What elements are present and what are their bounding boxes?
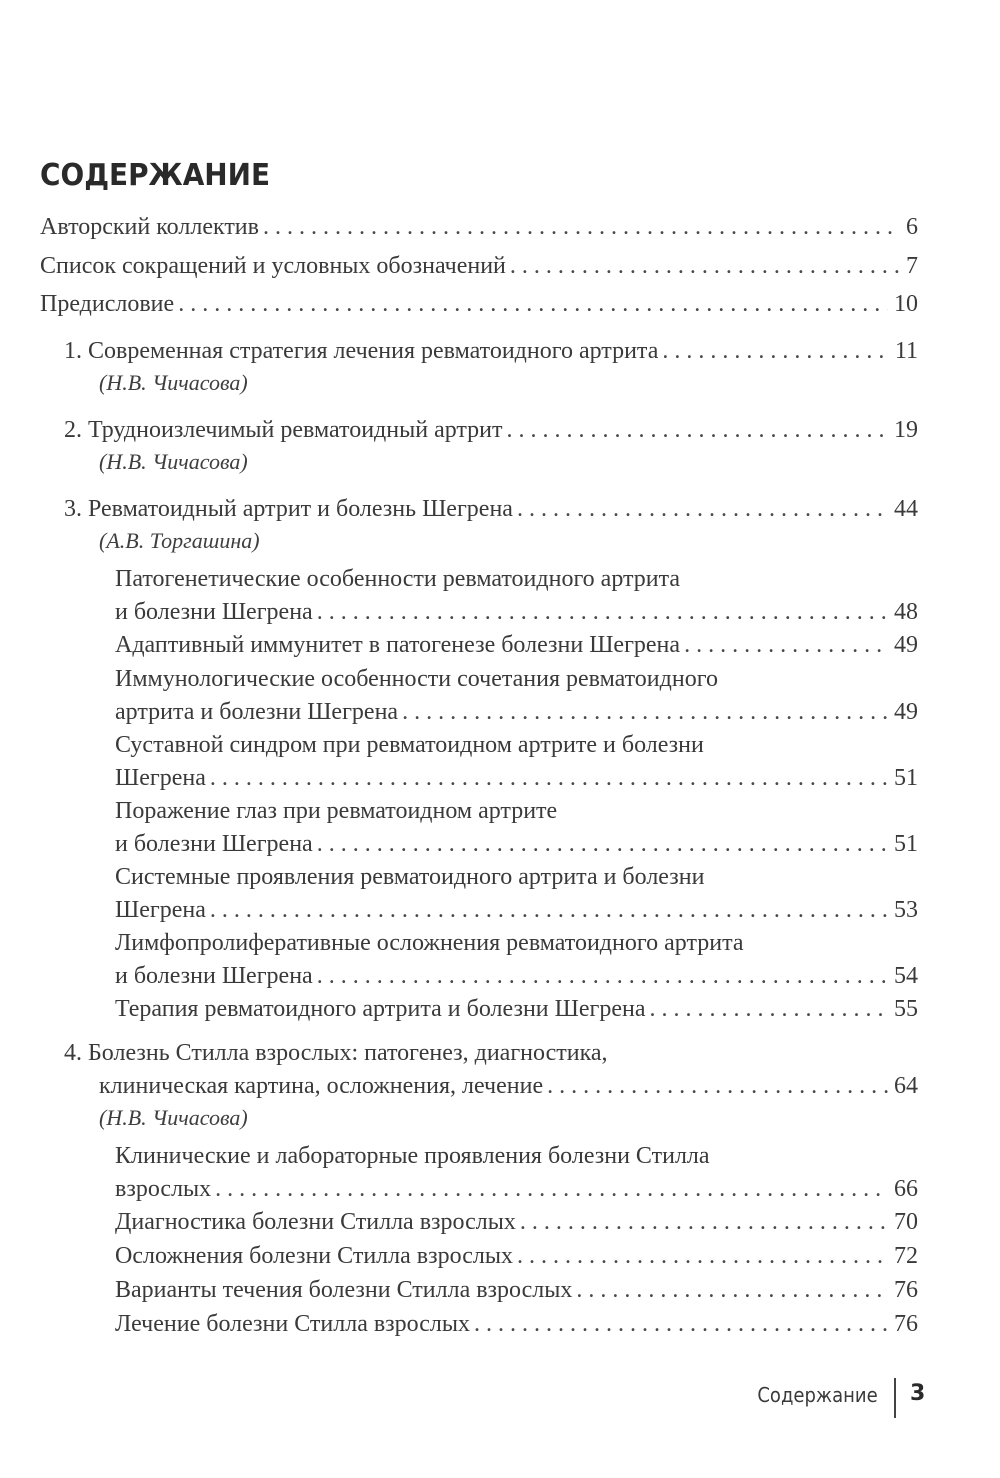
- leader-dots: [263, 211, 900, 244]
- toc-section-3-4[interactable]: [115, 729, 918, 795]
- toc-section-3-3[interactable]: [115, 663, 918, 729]
- section-title-line: Адаптивный иммунитет в патогенезе болезни Шегрена: [115, 632, 681, 658]
- toc-section-4-1[interactable]: [115, 1140, 918, 1206]
- leader-dots: [210, 894, 888, 927]
- toc-chapter-3[interactable]: [64, 493, 918, 556]
- section-title-line: взрослых: [115, 1176, 212, 1202]
- leader-dots: [662, 335, 889, 368]
- leader-dots: [517, 493, 888, 526]
- toc-page-number: 54: [894, 963, 918, 989]
- toc-section-4-2[interactable]: [115, 1206, 918, 1239]
- leader-dots: [576, 1274, 888, 1307]
- leader-dots: [684, 629, 888, 662]
- section-title-line: Иммунологические особенности сочетания ревматоидного: [115, 666, 718, 692]
- toc-page-number: 11: [894, 338, 918, 364]
- toc-page-number: 76: [894, 1311, 918, 1337]
- section-title-line: и болезни Шегрена: [115, 963, 313, 989]
- section-title-line: Шегрена: [115, 765, 206, 791]
- toc-page-number: 53: [894, 897, 918, 923]
- section-title-line: Диагностика болезни Стилла взрослых: [115, 1209, 516, 1235]
- page-footer: [0, 1378, 1000, 1418]
- toc-section-3-6[interactable]: [115, 861, 918, 927]
- toc-section-4-5[interactable]: [115, 1308, 918, 1341]
- toc-page-number: 70: [894, 1209, 918, 1235]
- footer-page-number: 3: [910, 1381, 926, 1406]
- toc-section-3-5[interactable]: [115, 795, 918, 861]
- toc-entry-abbreviations[interactable]: [40, 250, 918, 283]
- section-title-line: Лечение болезни Стилла взрослых: [115, 1311, 471, 1337]
- page-title: СОДЕРЖАНИЕ: [40, 158, 271, 193]
- toc-page-number: 10: [894, 291, 918, 317]
- section-title-line: Шегрена: [115, 897, 206, 923]
- toc-section-3-7[interactable]: [115, 927, 918, 993]
- toc-entry-title: Авторский коллектив: [40, 214, 259, 240]
- toc-page-number: 55: [894, 996, 918, 1022]
- toc-page-number: 72: [894, 1243, 918, 1269]
- toc-page-number: 76: [894, 1277, 918, 1303]
- toc-entry-title: Предисловие: [40, 291, 175, 317]
- toc-section-4-4[interactable]: [115, 1274, 918, 1307]
- toc-page-number: 51: [894, 765, 918, 791]
- section-title-line: Осложнения болезни Стилла взрослых: [115, 1243, 513, 1269]
- toc-entry-authors[interactable]: [40, 211, 918, 244]
- leader-dots: [547, 1070, 888, 1103]
- chapter-number: 2.: [64, 417, 82, 443]
- leader-dots: [520, 1206, 888, 1239]
- toc-chapter-4[interactable]: [64, 1037, 918, 1133]
- toc-page-number: 49: [894, 699, 918, 725]
- section-title-line: Поражение глаз при ревматоидном артрите: [115, 798, 558, 824]
- toc-page-number: 64: [894, 1073, 918, 1099]
- chapter-title: Болезнь Стилла взрослых: патогенез, диагностика,: [88, 1040, 608, 1066]
- section-title-line: Патогенетические особенности ревматоидного артрита: [115, 566, 681, 592]
- chapter-title: Современная стратегия лечения ревматоидного артрита: [88, 338, 659, 364]
- toc-section-3-2[interactable]: [115, 629, 918, 662]
- toc-page-number: 48: [894, 599, 918, 625]
- leader-dots: [517, 1240, 888, 1273]
- toc-section-3-1[interactable]: [115, 563, 918, 629]
- leader-dots: [649, 993, 888, 1026]
- chapter-author: (А.В. Торгашина): [99, 528, 260, 553]
- toc-page-number: 44: [894, 496, 918, 522]
- section-title-line: и болезни Шегрена: [115, 831, 313, 857]
- section-title-line: артрита и болезни Шегрена: [115, 699, 399, 725]
- leader-dots: [510, 250, 900, 283]
- footer-divider: [894, 1378, 896, 1418]
- toc-section-4-3[interactable]: [115, 1240, 918, 1273]
- leader-dots: [317, 596, 888, 629]
- toc-section-3-8[interactable]: [115, 993, 918, 1026]
- section-title-line: Варианты течения болезни Стилла взрослых: [115, 1277, 573, 1303]
- leader-dots: [474, 1308, 888, 1341]
- running-footer-label: Содержание: [757, 1383, 878, 1407]
- toc-page-number: 19: [894, 417, 918, 443]
- leader-dots: [317, 960, 888, 993]
- toc-chapter-1[interactable]: [64, 335, 918, 398]
- chapter-number: 1.: [64, 338, 82, 364]
- toc-page-number: 6: [906, 214, 918, 240]
- toc-page-number: 49: [894, 632, 918, 658]
- section-title-line: Клинические и лабораторные проявления болезни Стилла: [115, 1143, 710, 1169]
- toc-page-number: 7: [906, 253, 918, 279]
- section-title-line: Суставной синдром при ревматоидном артрите и болезни: [115, 732, 704, 758]
- chapter-number: 3.: [64, 496, 82, 522]
- toc-chapter-2[interactable]: [64, 414, 918, 477]
- leader-dots: [507, 414, 888, 447]
- chapter-author: (Н.В. Чичасова): [99, 370, 248, 395]
- section-title-line: Терапия ревматоидного артрита и болезни Шегрена: [115, 996, 646, 1022]
- chapter-title: Трудноизлечимый ревматоидный артрит: [88, 417, 503, 443]
- leader-dots: [215, 1173, 888, 1206]
- leader-dots: [178, 288, 888, 321]
- section-title-line: Лимфопролиферативные осложнения ревматоидного артрита: [115, 930, 744, 956]
- chapter-author: (Н.В. Чичасова): [99, 1105, 248, 1130]
- toc-page-number: 51: [894, 831, 918, 857]
- chapter-number: 4.: [64, 1040, 82, 1066]
- toc-page-number: 66: [894, 1176, 918, 1202]
- section-title-line: Системные проявления ревматоидного артрита и болезни: [115, 864, 705, 890]
- toc-entry-title: Список сокращений и условных обозначений: [40, 253, 506, 279]
- chapter-title: клиническая картина, осложнения, лечение: [99, 1073, 544, 1099]
- chapter-author: (Н.В. Чичасова): [99, 449, 248, 474]
- section-title-line: и болезни Шегрена: [115, 599, 313, 625]
- leader-dots: [402, 696, 888, 729]
- chapter-title: Ревматоидный артрит и болезнь Шегрена: [88, 496, 513, 522]
- leader-dots: [317, 828, 888, 861]
- leader-dots: [210, 762, 888, 795]
- toc-entry-preface[interactable]: [40, 288, 918, 321]
